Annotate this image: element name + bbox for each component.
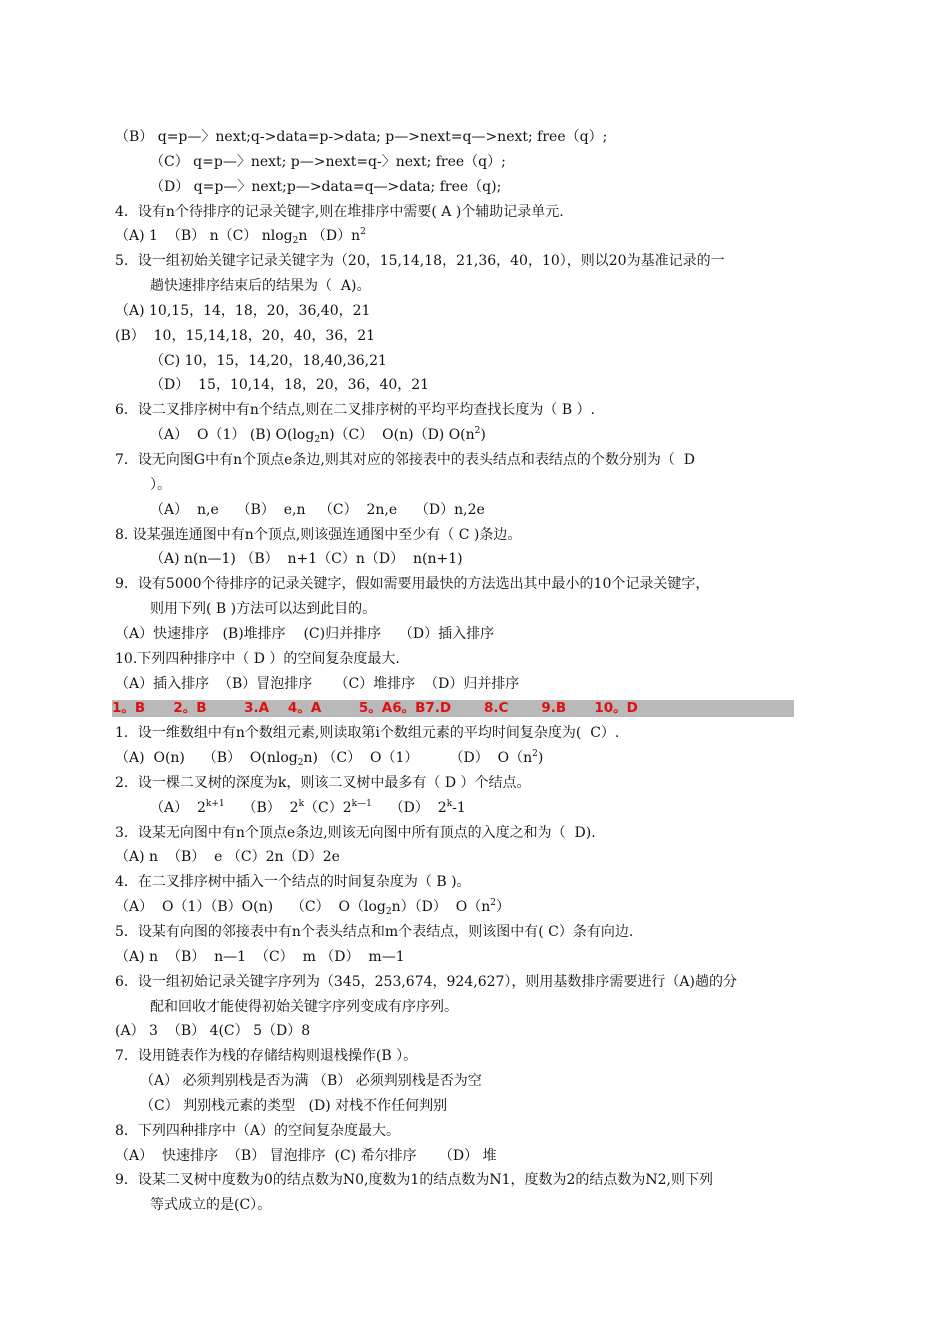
text-run: -1 [452, 799, 466, 816]
superscript: 2 [532, 749, 538, 760]
subscript: 2 [385, 907, 392, 918]
text-line: （A） 必须判别栈是否为满 （B） 必须判别栈是否为空 [140, 1073, 482, 1090]
text-line: （A) n （B） e （C）2n（D）2e [115, 849, 340, 866]
text-run: （A） O（1） (B) O(log [150, 427, 315, 444]
superscript: 2 [360, 227, 366, 238]
text-line: （A）插入排序 （B）冒泡排序 （C）堆排序 （D）归并排序 [115, 675, 520, 692]
text-line: 3．设某无向图中有n个顶点e条边,则该无向图中所有顶点的入度之和为（ D). [115, 824, 596, 841]
text-line: 8．下列四种排序中（A）的空间复杂度最大。 [115, 1122, 401, 1139]
text-line: 5．设某有向图的邻接表中有n个表头结点和m个表结点，则该图中有( C）条有向边. [115, 924, 634, 940]
text-line: 2．设一棵二叉树的深度为k，则该二叉树中最多有（ D ）个结点。 [115, 774, 531, 791]
text-line: 8. 设某强连通图中有n个顶点,则该强连通图中至少有（ C )条边。 [115, 526, 522, 543]
text-line: （C） q=p—〉next; p—>next=q-〉next; free（q）; [150, 153, 506, 170]
text-line: （B） q=p—〉next;q->data=p->data; p—>next=q—>next; free（q）; [115, 129, 608, 145]
text-line: 趟快速排序结束后的结果为（ A)。 [150, 278, 371, 295]
text-line: 7．设无向图G中有n个顶点e条边,则其对应的邻接表中的表头结点和表结点的个数分别为（ D [115, 451, 695, 468]
text-line: 6．设二叉排序树中有n个结点,则在二叉排序树的平均平均查找长度为（ B ）. [115, 402, 596, 419]
text-line: （A） n,e （B） e,n （C） 2n,e （D）n,2e [150, 501, 485, 518]
text-line: 配和回收才能使得初始关键字序列变成有序序列。 [150, 998, 458, 1015]
text-line: 则用下列( B )方法可以达到此目的。 [150, 601, 377, 618]
superscript: k+1 [205, 798, 225, 809]
text-run: ) [480, 427, 486, 444]
text-line [0, 423, 950, 448]
text-line: 4．在二叉排序树中插入一个结点的时间复杂度为（ B )。 [115, 874, 471, 891]
text-run: （D） 2 [371, 799, 447, 816]
text-line: （C） 判别栈元素的类型 (D) 对栈不作任何判别 [140, 1097, 448, 1114]
text-line: (A） 3 （B） 4(C） 5（D）8 [115, 1023, 311, 1040]
answer-key-bar: 1。B 2。B 3.A 4。A 5。A6。B7.D 8.C 9.B 10。D [112, 700, 794, 717]
superscript: k—1 [351, 798, 372, 809]
text-run: n （D）n [298, 228, 361, 245]
text-run: n）（D） O（n [391, 899, 491, 916]
text-line: 4．设有n个待排序的记录关键字,则在堆排序中需要( A )个辅助记录单元. [115, 203, 564, 220]
text-line: （A) 10,15，14，18，20，36,40，21 [115, 302, 371, 319]
text-run: （A) O(n) （B） O(nlog [115, 750, 298, 767]
document-body [0, 125, 950, 1218]
text-run: （A） O（1）（B）O(n) （C） O（log [115, 899, 386, 916]
text-line: 7．设用链表作为栈的存储结构则退栈操作(B ）。 [115, 1048, 418, 1065]
subscript: 2 [292, 236, 299, 247]
superscript: k [446, 798, 453, 809]
text-run: （A） 2 [150, 799, 206, 816]
text-run: （A) 1 （B） n（C） nlog [115, 228, 293, 245]
text-run: n)（C） O(n)（D) O(n [320, 427, 475, 444]
text-line: （A）快速排序 (B)堆排序 (C)归并排序 （D）插入排序 [115, 625, 495, 642]
text-line: 5．设一组初始关键字记录关键字为（20，15,14,18，21,36，40，10），则以20为基准记录的一 [115, 253, 725, 270]
text-line: 9．设有5000个待排序的记录关键字，假如需要用最快的方法选出其中最小的10个记录关键字， [115, 576, 710, 593]
subscript: 2 [314, 435, 321, 446]
text-line: （D） q=p—〉next;p—>data=q—>data; free（q); [150, 178, 502, 195]
text-line: ）。 [150, 476, 171, 493]
text-line: （C) 10，15，14,20，18,40,36,21 [150, 352, 387, 369]
text-line [0, 746, 950, 771]
text-line: 1．设一维数组中有n个数组元素,则读取第i个数组元素的平均时间复杂度为( C）. [115, 725, 620, 742]
text-run: ） [495, 899, 510, 916]
text-line: （A) n （B） n—1 （C） m （D） m—1 [115, 948, 405, 965]
superscript: 2 [490, 898, 496, 909]
subscript: 2 [297, 758, 304, 769]
text-line: (B） 10，15,14,18，20，40，36，21 [115, 327, 376, 344]
text-line: （A) n(n—1) （B） n+1（C）n（D） n(n+1) [150, 551, 463, 568]
superscript: 2 [474, 426, 481, 437]
text-run: （C）2 [304, 799, 352, 816]
text-line [0, 895, 950, 920]
superscript: k [298, 798, 305, 809]
text-run: ) [537, 750, 544, 767]
text-line: 10.下列四种排序中（ D ）的空间复杂度最大. [115, 650, 400, 667]
text-line: 等式成立的是(C）。 [150, 1197, 272, 1214]
text-line: 9．设某二叉树中度数为0的结点数为N0,度数为1的结点数为N1，度数为2的结点数为N2,则下列 [115, 1172, 713, 1189]
text-run: （B） 2 [224, 799, 299, 816]
text-line [0, 796, 950, 821]
text-line [0, 224, 950, 249]
text-line: 6．设一组初始记录关键字序列为（345，253,674，924,627），则用基数排序需要进行（A)趟的分 [115, 973, 737, 990]
text-line: （D） 15，10,14，18，20，36，40，21 [150, 377, 430, 394]
text-run: n) （C） O（1） （D） O（n [303, 750, 533, 767]
text-line: （A） 快速排序 （B） 冒泡排序 (C) 希尔排序 （D） 堆 [115, 1147, 497, 1164]
